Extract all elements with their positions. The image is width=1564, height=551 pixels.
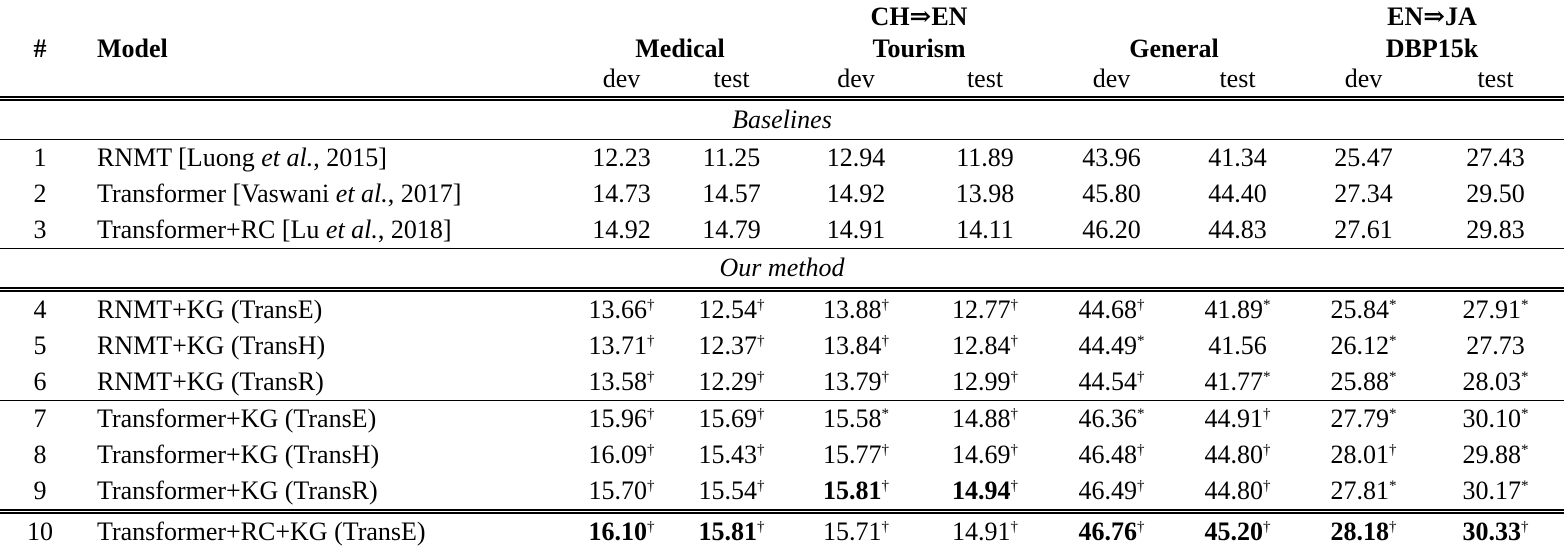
dagger-mark: † bbox=[647, 369, 655, 385]
score-cell bbox=[1175, 512, 1300, 551]
score-cell bbox=[1300, 212, 1427, 249]
asterisk-mark: * bbox=[1137, 406, 1145, 422]
dagger-mark: † bbox=[1521, 519, 1529, 535]
dagger-mark: † bbox=[1010, 369, 1018, 385]
dagger-mark: † bbox=[881, 519, 889, 535]
score-value: 43.96 bbox=[1082, 143, 1141, 172]
group-top-medical bbox=[570, 0, 790, 30]
table-row bbox=[0, 473, 1564, 512]
score-cell bbox=[1175, 364, 1300, 401]
score-cell bbox=[1300, 328, 1427, 364]
score-cell bbox=[673, 212, 790, 249]
score-value: 25.47 bbox=[1334, 143, 1393, 172]
score-cell bbox=[922, 212, 1048, 249]
score-value: 45.20 bbox=[1204, 517, 1263, 546]
score-cell bbox=[790, 212, 922, 249]
score-cell bbox=[1048, 512, 1175, 551]
table-row bbox=[0, 176, 1564, 212]
score-value: 15.70 bbox=[588, 476, 647, 505]
score-cell bbox=[1175, 437, 1300, 473]
score-value: 27.91 bbox=[1462, 295, 1521, 324]
asterisk-mark: * bbox=[1389, 297, 1397, 313]
score-value: 46.76 bbox=[1078, 517, 1137, 546]
score-cell bbox=[1175, 473, 1300, 512]
score-value: 14.94 bbox=[952, 476, 1011, 505]
score-cell bbox=[1427, 290, 1564, 329]
score-value: 14.91 bbox=[952, 517, 1011, 546]
score-cell bbox=[790, 328, 922, 364]
dagger-mark: † bbox=[757, 478, 765, 494]
score-value: 15.69 bbox=[698, 404, 757, 433]
score-cell bbox=[1048, 140, 1175, 177]
score-value: 27.43 bbox=[1466, 143, 1525, 172]
score-cell bbox=[1427, 473, 1564, 512]
dagger-mark: † bbox=[647, 333, 655, 349]
score-cell bbox=[1175, 140, 1300, 177]
score-value: 15.43 bbox=[698, 440, 757, 469]
row-number: 8 bbox=[33, 440, 47, 469]
group-tourism: Tourism bbox=[872, 34, 966, 63]
asterisk-mark: * bbox=[1263, 369, 1271, 385]
score-cell bbox=[1300, 364, 1427, 401]
dagger-mark: † bbox=[1137, 478, 1145, 494]
score-cell bbox=[1175, 328, 1300, 364]
score-value: 27.81 bbox=[1330, 476, 1389, 505]
model-name bbox=[80, 437, 570, 473]
asterisk-mark: * bbox=[1389, 406, 1397, 422]
score-value: 30.17 bbox=[1462, 476, 1521, 505]
score-cell bbox=[1175, 176, 1300, 212]
header-row-splits bbox=[0, 62, 1564, 99]
split-test: test bbox=[1175, 62, 1300, 99]
score-cell bbox=[1427, 512, 1564, 551]
score-cell bbox=[1427, 437, 1564, 473]
score-value: 15.81 bbox=[698, 517, 757, 546]
score-value: 25.84 bbox=[1330, 295, 1389, 324]
score-cell bbox=[922, 176, 1048, 212]
score-cell bbox=[1048, 328, 1175, 364]
score-cell bbox=[1300, 140, 1427, 177]
dagger-mark: † bbox=[1263, 519, 1271, 535]
score-value: 29.88 bbox=[1462, 440, 1521, 469]
dagger-mark: † bbox=[1389, 519, 1397, 535]
score-value: 44.49 bbox=[1078, 331, 1137, 360]
score-value: 25.88 bbox=[1330, 367, 1389, 396]
dagger-mark: † bbox=[1137, 369, 1145, 385]
score-value: 11.25 bbox=[702, 143, 761, 172]
score-value: 46.49 bbox=[1078, 476, 1137, 505]
dagger-mark: † bbox=[647, 406, 655, 422]
score-cell bbox=[1427, 401, 1564, 438]
score-value: 28.18 bbox=[1330, 517, 1389, 546]
score-value: 29.83 bbox=[1466, 215, 1525, 244]
model-citation-etal: et al. bbox=[325, 215, 378, 244]
split-dev: dev bbox=[790, 62, 922, 99]
score-value: 27.61 bbox=[1334, 215, 1393, 244]
score-value: 13.98 bbox=[955, 179, 1015, 208]
header-model: Model bbox=[97, 34, 168, 63]
score-value: 30.33 bbox=[1462, 517, 1521, 546]
dagger-mark: † bbox=[757, 442, 765, 458]
dagger-mark: † bbox=[1010, 442, 1018, 458]
model-name bbox=[80, 212, 570, 249]
score-cell bbox=[790, 512, 922, 551]
model-label: RNMT [Luong bbox=[97, 143, 262, 172]
score-value: 41.34 bbox=[1208, 143, 1267, 172]
dagger-mark: † bbox=[1137, 297, 1145, 313]
row-number: 1 bbox=[33, 143, 47, 172]
table-row bbox=[0, 328, 1564, 364]
split-dev: dev bbox=[1300, 62, 1427, 99]
model-name bbox=[80, 473, 570, 512]
model-name bbox=[80, 364, 570, 401]
table-row bbox=[0, 212, 1564, 249]
score-value: 14.73 bbox=[592, 179, 651, 208]
score-value: 15.54 bbox=[698, 476, 757, 505]
score-cell bbox=[922, 140, 1048, 177]
split-test: test bbox=[1427, 62, 1564, 99]
asterisk-mark: * bbox=[1521, 406, 1529, 422]
score-value: 27.73 bbox=[1466, 331, 1525, 360]
score-cell bbox=[570, 290, 673, 329]
model-label: Transformer+KG (TransE) bbox=[97, 404, 377, 433]
score-cell bbox=[1175, 401, 1300, 438]
score-cell bbox=[1175, 212, 1300, 249]
score-cell bbox=[570, 401, 673, 438]
score-cell bbox=[673, 364, 790, 401]
table-row bbox=[0, 401, 1564, 438]
score-value: 46.20 bbox=[1082, 215, 1141, 244]
asterisk-mark: * bbox=[1389, 369, 1397, 385]
dagger-mark: † bbox=[757, 369, 765, 385]
score-cell bbox=[1300, 437, 1427, 473]
score-cell bbox=[673, 140, 790, 177]
score-cell bbox=[922, 401, 1048, 438]
score-value: 15.58 bbox=[823, 404, 882, 433]
asterisk-mark: * bbox=[1389, 478, 1397, 494]
score-cell bbox=[790, 176, 922, 212]
dagger-mark: † bbox=[757, 519, 765, 535]
row-number: 9 bbox=[0, 473, 80, 512]
dagger-mark: † bbox=[647, 478, 655, 494]
score-value: 44.54 bbox=[1078, 367, 1137, 396]
score-value: 13.71 bbox=[588, 331, 647, 360]
score-value: 14.91 bbox=[826, 215, 886, 244]
score-cell bbox=[1300, 401, 1427, 438]
dagger-mark: † bbox=[1010, 333, 1018, 349]
score-value: 12.77 bbox=[952, 295, 1011, 324]
score-value: 26.12 bbox=[1330, 331, 1389, 360]
score-cell bbox=[570, 364, 673, 401]
split-dev: dev bbox=[570, 62, 673, 99]
group-dbp15k: DBP15k bbox=[1385, 34, 1479, 63]
table-row bbox=[0, 140, 1564, 177]
model-citation-year: , 2015] bbox=[313, 143, 387, 172]
score-value: 12.84 bbox=[952, 331, 1011, 360]
score-cell bbox=[1048, 364, 1175, 401]
score-cell bbox=[1048, 401, 1175, 438]
dagger-mark: † bbox=[757, 297, 765, 313]
score-value: 41.77 bbox=[1204, 367, 1263, 396]
score-value: 44.40 bbox=[1208, 179, 1267, 208]
score-cell bbox=[790, 364, 922, 401]
group-top-general bbox=[1048, 0, 1300, 30]
score-value: 13.88 bbox=[823, 295, 882, 324]
model-label: Transformer+KG (TransR) bbox=[97, 476, 378, 505]
header-num: # bbox=[33, 34, 47, 63]
table-row bbox=[0, 512, 1564, 551]
asterisk-mark: * bbox=[1521, 369, 1529, 385]
asterisk-mark: * bbox=[1521, 478, 1529, 494]
dagger-mark: † bbox=[1137, 442, 1145, 458]
score-value: 28.01 bbox=[1330, 440, 1389, 469]
row-number: 4 bbox=[33, 295, 47, 324]
asterisk-mark: * bbox=[1263, 297, 1271, 313]
model-name bbox=[80, 176, 570, 212]
score-value: 15.77 bbox=[823, 440, 882, 469]
score-value: 45.80 bbox=[1082, 179, 1141, 208]
score-value: 41.56 bbox=[1208, 331, 1267, 360]
dagger-mark: † bbox=[881, 333, 889, 349]
score-value: 27.79 bbox=[1330, 404, 1389, 433]
dagger-mark: † bbox=[1010, 519, 1018, 535]
score-cell bbox=[570, 473, 673, 512]
row-number: 2 bbox=[33, 179, 47, 208]
score-cell bbox=[922, 512, 1048, 551]
model-name bbox=[80, 328, 570, 364]
score-value: 14.88 bbox=[952, 404, 1011, 433]
dagger-mark: † bbox=[647, 442, 655, 458]
score-cell bbox=[922, 364, 1048, 401]
asterisk-mark: * bbox=[1389, 333, 1397, 349]
score-cell bbox=[1427, 140, 1564, 177]
group-general: General bbox=[1129, 34, 1219, 63]
model-label: Transformer+RC+KG (TransE) bbox=[97, 517, 426, 546]
score-cell bbox=[790, 437, 922, 473]
asterisk-mark: * bbox=[1521, 297, 1529, 313]
score-value: 12.37 bbox=[698, 331, 757, 360]
model-citation-year: , 2018] bbox=[377, 215, 452, 244]
score-value: 12.23 bbox=[592, 143, 651, 172]
score-value: 15.71 bbox=[823, 517, 882, 546]
score-value: 46.36 bbox=[1078, 404, 1137, 433]
split-dev: dev bbox=[1048, 62, 1175, 99]
row-number: 5 bbox=[33, 331, 47, 360]
asterisk-mark: * bbox=[1521, 442, 1529, 458]
table-row bbox=[0, 290, 1564, 329]
model-citation-year: , 2017] bbox=[387, 179, 462, 208]
score-cell bbox=[1048, 290, 1175, 329]
score-value: 14.11 bbox=[956, 215, 1014, 244]
score-value: 11.89 bbox=[956, 143, 1014, 172]
score-cell bbox=[1300, 290, 1427, 329]
score-cell bbox=[673, 473, 790, 512]
score-value: 46.48 bbox=[1078, 440, 1137, 469]
score-cell bbox=[922, 473, 1048, 512]
score-value: 44.83 bbox=[1208, 215, 1267, 244]
split-test: test bbox=[673, 62, 790, 99]
score-value: 16.10 bbox=[588, 517, 647, 546]
score-cell bbox=[790, 140, 922, 177]
score-value: 12.94 bbox=[826, 143, 886, 172]
model-citation-etal: et al. bbox=[335, 179, 388, 208]
dagger-mark: † bbox=[1263, 478, 1271, 494]
model-name bbox=[80, 512, 570, 551]
score-cell bbox=[570, 140, 673, 177]
score-cell bbox=[1427, 176, 1564, 212]
score-cell bbox=[673, 401, 790, 438]
score-cell bbox=[1427, 212, 1564, 249]
score-cell bbox=[570, 512, 673, 551]
asterisk-mark: * bbox=[1137, 333, 1145, 349]
score-cell bbox=[790, 401, 922, 438]
dagger-mark: † bbox=[757, 406, 765, 422]
dagger-mark: † bbox=[647, 519, 655, 535]
score-value: 30.10 bbox=[1462, 404, 1521, 433]
score-value: 13.79 bbox=[823, 367, 882, 396]
score-value: 14.79 bbox=[702, 215, 761, 244]
score-value: 14.92 bbox=[826, 179, 886, 208]
asterisk-mark: * bbox=[881, 406, 889, 422]
group-top-tourism: CH⇒EN bbox=[870, 2, 968, 31]
section-header bbox=[0, 249, 1564, 290]
group-medical: Medical bbox=[635, 34, 725, 63]
score-cell bbox=[790, 473, 922, 512]
model-label: Transformer+KG (TransH) bbox=[97, 440, 380, 469]
score-cell bbox=[570, 437, 673, 473]
dagger-mark: † bbox=[881, 442, 889, 458]
score-value: 16.09 bbox=[588, 440, 647, 469]
score-value: 13.84 bbox=[823, 331, 882, 360]
score-cell bbox=[1048, 437, 1175, 473]
score-cell bbox=[673, 290, 790, 329]
row-number: 10 bbox=[27, 517, 53, 546]
score-cell bbox=[673, 512, 790, 551]
row-number: 7 bbox=[33, 404, 47, 433]
section-title: Our method bbox=[0, 249, 1564, 290]
dagger-mark: † bbox=[1137, 519, 1145, 535]
score-value: 14.92 bbox=[592, 215, 651, 244]
dagger-mark: † bbox=[1263, 442, 1271, 458]
score-value: 44.80 bbox=[1204, 440, 1263, 469]
score-cell bbox=[1048, 176, 1175, 212]
score-cell bbox=[570, 212, 673, 249]
row-number: 6 bbox=[0, 364, 80, 401]
row-number: 3 bbox=[0, 212, 80, 249]
score-cell bbox=[673, 176, 790, 212]
score-value: 12.99 bbox=[952, 367, 1011, 396]
dagger-mark: † bbox=[1010, 478, 1018, 494]
score-cell bbox=[1300, 512, 1427, 551]
model-label: Transformer+RC [Lu bbox=[97, 215, 326, 244]
score-value: 13.58 bbox=[588, 367, 647, 396]
score-value: 13.66 bbox=[588, 295, 647, 324]
dagger-mark: † bbox=[1010, 406, 1018, 422]
split-test: test bbox=[922, 62, 1048, 99]
dagger-mark: † bbox=[757, 333, 765, 349]
dagger-mark: † bbox=[647, 297, 655, 313]
score-value: 15.96 bbox=[588, 404, 647, 433]
score-value: 41.89 bbox=[1204, 295, 1263, 324]
score-value: 28.03 bbox=[1462, 367, 1521, 396]
score-value: 44.91 bbox=[1204, 404, 1263, 433]
score-value: 15.81 bbox=[823, 476, 882, 505]
model-citation-etal: et al. bbox=[261, 143, 314, 172]
score-cell bbox=[570, 176, 673, 212]
model-label: RNMT+KG (TransH) bbox=[97, 331, 326, 360]
score-cell bbox=[922, 290, 1048, 329]
score-cell bbox=[1427, 328, 1564, 364]
score-cell bbox=[570, 328, 673, 364]
header-row-groups bbox=[0, 30, 1564, 62]
score-cell bbox=[1300, 473, 1427, 512]
table-row bbox=[0, 364, 1564, 401]
score-cell bbox=[673, 437, 790, 473]
section-header bbox=[0, 99, 1564, 140]
score-cell bbox=[922, 437, 1048, 473]
score-value: 44.80 bbox=[1204, 476, 1263, 505]
model-name bbox=[80, 140, 570, 177]
score-cell bbox=[1175, 290, 1300, 329]
score-value: 44.68 bbox=[1078, 295, 1137, 324]
model-label: RNMT+KG (TransR) bbox=[97, 367, 324, 396]
score-value: 29.50 bbox=[1466, 179, 1525, 208]
model-name bbox=[80, 290, 570, 329]
score-cell bbox=[1300, 176, 1427, 212]
score-cell bbox=[790, 290, 922, 329]
score-value: 27.34 bbox=[1334, 179, 1393, 208]
dagger-mark: † bbox=[881, 297, 889, 313]
score-cell bbox=[1427, 364, 1564, 401]
dagger-mark: † bbox=[881, 478, 889, 494]
score-value: 14.57 bbox=[702, 179, 761, 208]
dagger-mark: † bbox=[1389, 442, 1397, 458]
model-label: RNMT+KG (TransE) bbox=[97, 295, 323, 324]
score-value: 12.54 bbox=[698, 295, 757, 324]
model-name bbox=[80, 401, 570, 438]
score-cell bbox=[1048, 473, 1175, 512]
score-value: 14.69 bbox=[952, 440, 1011, 469]
score-cell bbox=[1048, 212, 1175, 249]
dagger-mark: † bbox=[881, 369, 889, 385]
score-cell bbox=[673, 328, 790, 364]
group-top-dbp15k: EN⇒JA bbox=[1387, 2, 1477, 31]
table-row bbox=[0, 437, 1564, 473]
model-label: Transformer [Vaswani bbox=[97, 179, 336, 208]
dagger-mark: † bbox=[1010, 297, 1018, 313]
score-cell bbox=[922, 328, 1048, 364]
dagger-mark: † bbox=[1263, 406, 1271, 422]
section-title: Baselines bbox=[0, 99, 1564, 140]
header-row-top bbox=[0, 0, 1564, 30]
score-value: 12.29 bbox=[698, 367, 757, 396]
